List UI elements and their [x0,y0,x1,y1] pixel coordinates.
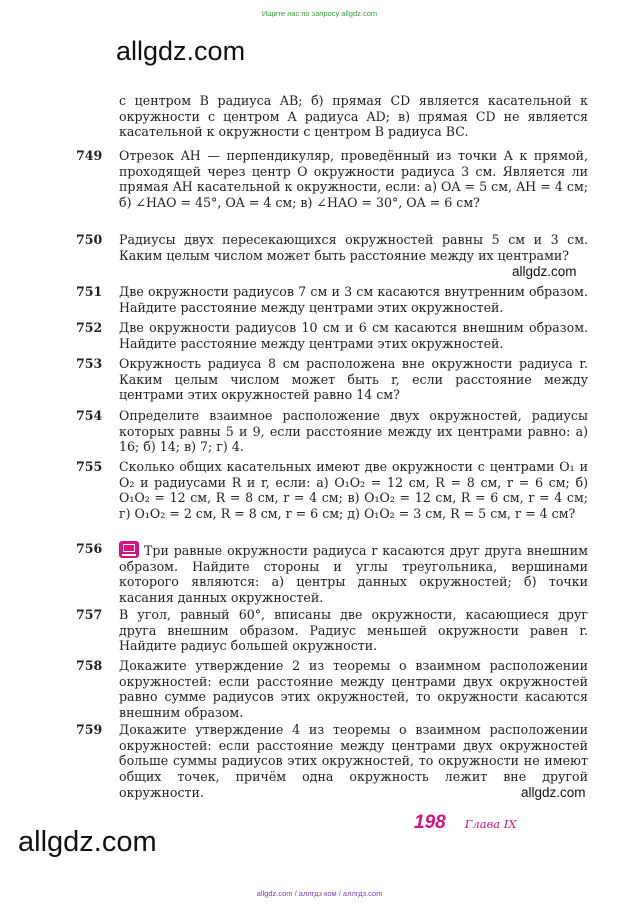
continuation-text: с центром B радиуса AB; б) прямая CD является касательной к окружности с центром A радиуса AD; в) прямая CD не является касательной к окружности с центром B радиуса BC. [119,93,588,140]
problem-number: 758 [76,658,103,673]
problem-number: 757 [76,607,103,622]
problem-754 [76,408,588,455]
problem-text: Определите взаимное расположение двух окружностей, радиусы которых равны 5 и 9, если расстояние между их центрами равно: а) 16; б) 14; в) 7; г) 4. [119,408,588,455]
watermark-bottom-large: allgdz.com [18,826,157,858]
problem-number: 751 [76,284,103,299]
problem-text: В угол, равный 60°, вписаны две окружности, касающиеся друг друга внешним образом. Радиус меньшей окружности равен r. Найдите радиус большей окружности. [119,607,588,654]
problem-758 [76,658,588,721]
problem-text: Две окружности радиусов 7 см и 3 см касаются внутренним образом. Найдите расстояние между центрами этих окружностей. [119,284,588,315]
problem-text-wrapper [119,541,588,606]
problem-text: Отрезок AH — перпендикуляр, проведённый из точки A к прямой, проходящей через центр O окружности радиуса 3 см. Является ли прямая AH касательной к окружности, если: а) OA = 5 см, AH = 4 см; б) ∠HAO = 45°, OA = 4 см; в) ∠HAO = 30°, OA = 6 см? [119,148,588,211]
problem-759 [76,722,588,801]
problem-text: Окружность радиуса 8 см расположена вне окружности радиуса r. Каким целым числом может быть r, если расстояние между центрами этих окружностей равно 14 см? [119,356,588,403]
bottom-links[interactable]: allgdz.com / аллгдз ком / аллгдз.com [256,889,383,898]
page-number: 198 [414,812,446,833]
watermark-bottom-small: allgdz.com [521,785,586,800]
problem-752 [76,320,588,351]
watermark-mid: allgdz.com [512,264,577,279]
problem-text: Сколько общих касательных имеют две окружности с центрами O₁ и O₂ и радиусами R и r, если: а) O₁O₂ = 12 см, R = 8 см, r = 6 см; б) O₁O₂ = 12 см, R = 8 см, r = 4 см; в) O₁O₂ = 12 см, R = 6 см, r = 4 см; г) O₁O₂ = 2 см, R = 8 см, r = 6 см; д) O₁O₂ = 3 см, R = 5 см, r = 4 см? [119,459,588,522]
computer-task-icon [119,541,139,558]
problem-text: Три равные окружности радиуса r касаются друг друга внешним образом. Найдите стороны и углы треугольника, вершинами которого являются: а) центры данных окружностей; б) точки касания данных окружностей. [119,543,588,606]
problem-749 [76,148,588,211]
problem-text: Радиусы двух пересекающихся окружностей равны 5 см и 3 см. Каким целым числом может быть расстояние между их центрами? [119,232,588,263]
problem-number: 755 [76,459,103,474]
problem-750 [76,232,588,263]
watermark-top: allgdz.com [116,36,246,66]
problem-number: 749 [76,148,103,163]
page-footer [414,812,517,834]
problem-number: 753 [76,356,103,371]
chapter-label: Глава IX [464,817,517,831]
problem-751 [76,284,588,315]
problem-text: Докажите утверждение 4 из теоремы о взаимном расположении окружностей: если расстояние между центрами двух окружностей больше суммы радиусов этих окружностей, то окружности не имеют общих точек, причём одна окружность лежит вне другой окружности. [119,722,588,800]
top-search-hint[interactable]: Ищите нас по запросу allgdz.com [261,9,378,18]
problem-number: 750 [76,232,103,247]
problem-text: Докажите утверждение 2 из теоремы о взаимном расположении окружностей: если расстояние между центрами двух окружностей равно сумме радиусов этих окружностей, то окружности касаются внешним образом. [119,658,588,721]
problem-text: Две окружности радиусов 10 см и 6 см касаются внешним образом. Найдите расстояние между центрами этих окружностей. [119,320,588,351]
problem-number: 759 [76,722,103,737]
problem-number: 754 [76,408,103,423]
problem-755 [76,459,588,522]
problem-753 [76,356,588,403]
problem-756 [76,541,588,606]
problem-number: 752 [76,320,103,335]
problem-number: 756 [76,541,103,556]
problem-757 [76,607,588,654]
